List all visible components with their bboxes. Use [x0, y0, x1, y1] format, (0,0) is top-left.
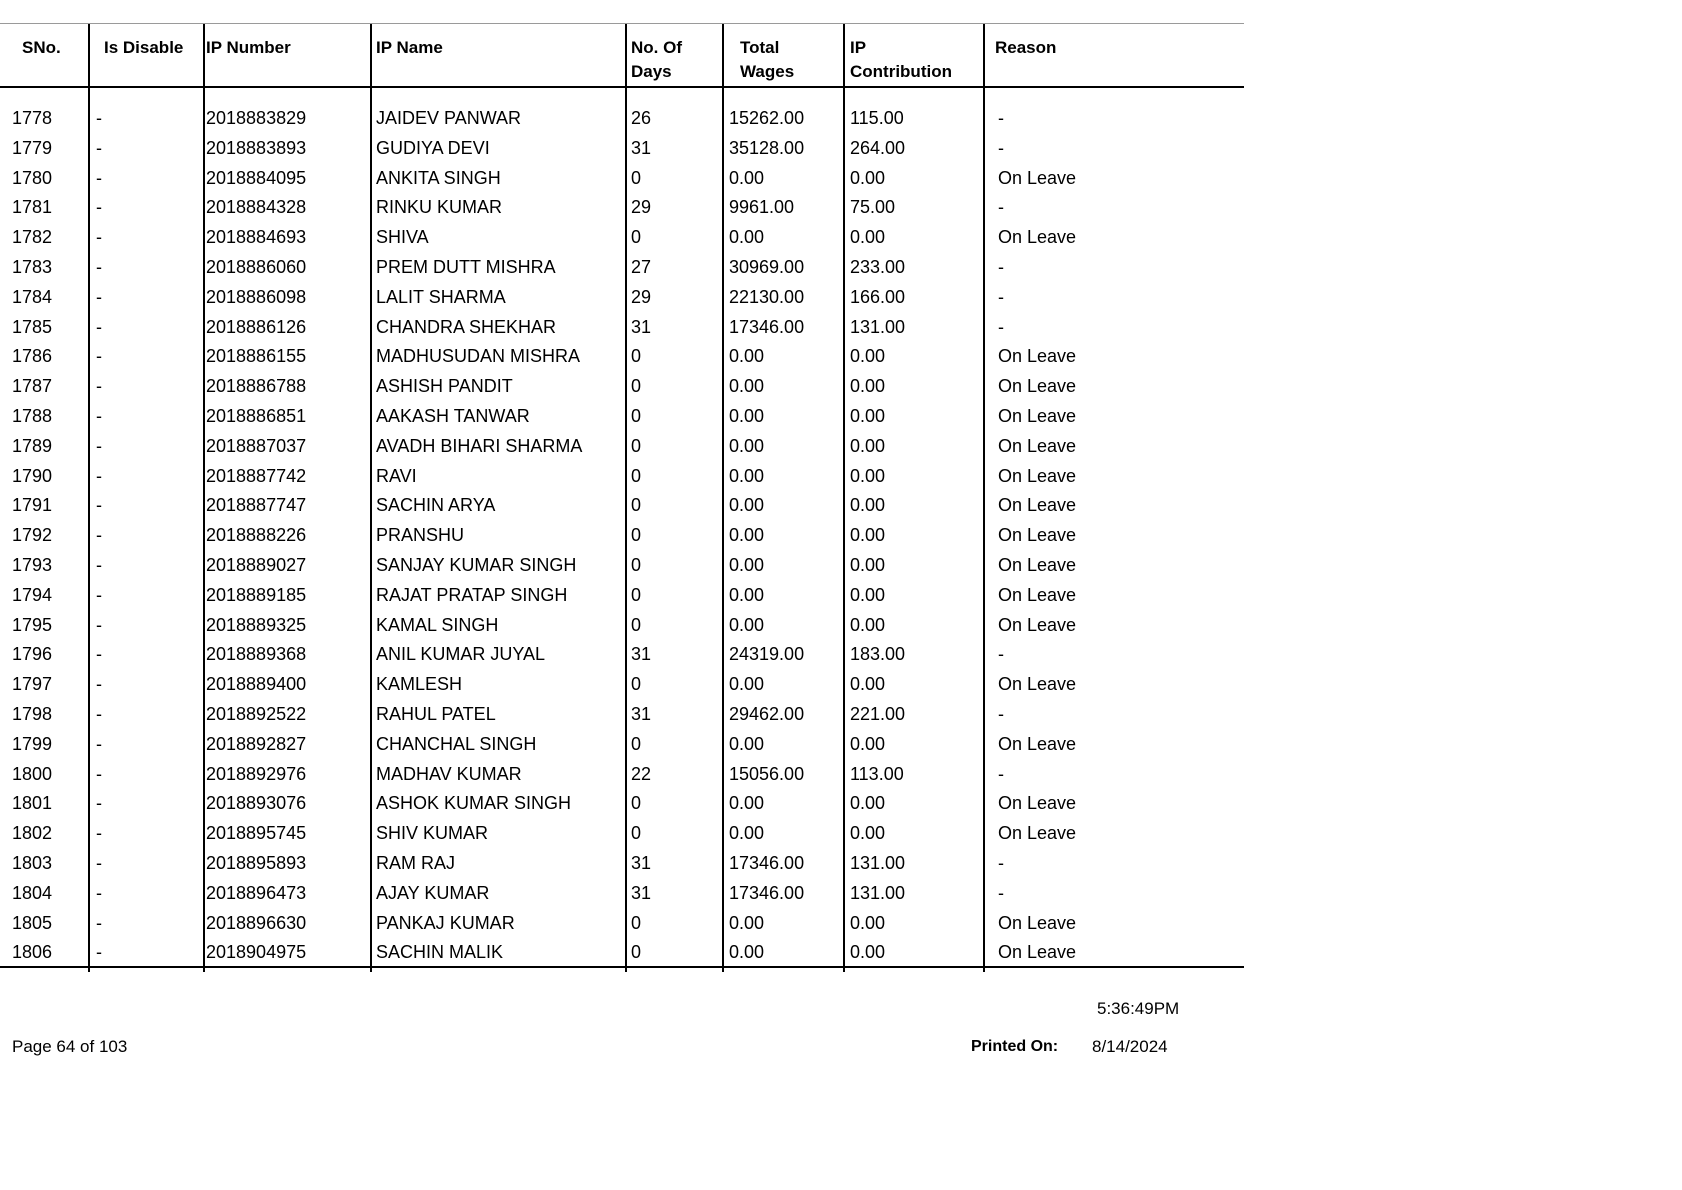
cell-ip-name: CHANDRA SHEKHAR — [376, 316, 557, 337]
cell-ip-number: 2018889325 — [206, 614, 307, 635]
cell-is-disable: - — [96, 644, 102, 665]
cell-wages: 0.00 — [729, 227, 765, 248]
cell-wages: 0.00 — [729, 912, 765, 933]
cell-contribution: 131.00 — [850, 882, 906, 903]
cell-is-disable: - — [96, 942, 102, 963]
cell-contribution: 0.00 — [850, 912, 886, 933]
cell-contribution: 0.00 — [850, 227, 886, 248]
cell-ip-number: 2018887037 — [206, 435, 307, 456]
cell-wages: 0.00 — [729, 793, 765, 814]
cell-wages: 9961.00 — [729, 197, 795, 218]
cell-wages: 0.00 — [729, 465, 765, 486]
cell-days: 31 — [631, 644, 652, 665]
header-reason: Reason — [995, 38, 1057, 57]
cell-reason: On Leave — [998, 554, 1077, 575]
table-row — [0, 850, 1244, 880]
cell-is-disable: - — [96, 852, 102, 873]
cell-wages: 0.00 — [729, 584, 765, 605]
cell-ip-number: 2018886788 — [206, 376, 307, 397]
cell-reason: - — [998, 137, 1004, 158]
cell-ip-name: RAM RAJ — [376, 852, 456, 873]
cell-days: 0 — [631, 912, 642, 933]
cell-days: 31 — [631, 137, 652, 158]
cell-is-disable: - — [96, 733, 102, 754]
cell-ip-number: 2018904975 — [206, 942, 307, 963]
cell-is-disable: - — [96, 346, 102, 367]
cell-sno: 1805 — [12, 912, 53, 933]
cell-ip-number: 2018896473 — [206, 882, 307, 903]
table-row — [0, 731, 1244, 761]
cell-contribution: 131.00 — [850, 852, 906, 873]
cell-days: 31 — [631, 703, 652, 724]
header-ip-contribution: IP Contribution — [850, 38, 952, 81]
cell-ip-name: ASHISH PANDIT — [376, 376, 513, 397]
table-row — [0, 194, 1244, 224]
table-row — [0, 939, 1244, 969]
cell-contribution: 0.00 — [850, 584, 886, 605]
cell-contribution: 75.00 — [850, 197, 896, 218]
cell-wages: 30969.00 — [729, 256, 805, 277]
cell-is-disable: - — [96, 584, 102, 605]
cell-sno: 1782 — [12, 227, 53, 248]
cell-ip-number: 2018886155 — [206, 346, 307, 367]
cell-sno: 1778 — [12, 108, 53, 128]
cell-reason: - — [998, 197, 1004, 218]
cell-reason: On Leave — [998, 227, 1077, 248]
cell-is-disable: - — [96, 912, 102, 933]
cell-reason: On Leave — [998, 912, 1077, 933]
cell-contribution: 0.00 — [850, 942, 886, 963]
cell-contribution: 0.00 — [850, 823, 886, 844]
cell-is-disable: - — [96, 167, 102, 188]
cell-ip-number: 2018883829 — [206, 108, 307, 128]
table-row — [0, 105, 1244, 135]
page-indicator: Page 64 of 103 — [12, 1037, 128, 1056]
cell-sno: 1799 — [12, 733, 53, 754]
cell-ip-name: LALIT SHARMA — [376, 286, 506, 307]
cell-is-disable: - — [96, 703, 102, 724]
cell-sno: 1779 — [12, 137, 53, 158]
cell-contribution: 0.00 — [850, 793, 886, 814]
cell-days: 0 — [631, 435, 642, 456]
cell-reason: On Leave — [998, 495, 1077, 516]
cell-sno: 1800 — [12, 763, 53, 784]
cell-wages: 0.00 — [729, 614, 765, 635]
cell-reason: On Leave — [998, 525, 1077, 546]
table-row — [0, 492, 1244, 522]
cell-ip-number: 2018892827 — [206, 733, 307, 754]
cell-contribution: 131.00 — [850, 316, 906, 337]
cell-contribution: 113.00 — [850, 763, 904, 784]
table-row — [0, 403, 1244, 433]
table-row — [0, 254, 1244, 284]
cell-ip-name: MADHAV KUMAR — [376, 763, 522, 784]
table-row — [0, 582, 1244, 612]
cell-reason: On Leave — [998, 376, 1077, 397]
header-is-disable: Is Disable — [104, 38, 184, 57]
cell-contribution: 0.00 — [850, 405, 886, 426]
cell-contribution: 115.00 — [850, 108, 904, 128]
table-row — [0, 463, 1244, 493]
cell-ip-number: 2018895893 — [206, 852, 307, 873]
cell-ip-number: 2018884693 — [206, 227, 307, 248]
print-time: 5:36:49PM — [1097, 999, 1180, 1018]
cell-days: 0 — [631, 376, 642, 397]
cell-is-disable: - — [96, 614, 102, 635]
cell-is-disable: - — [96, 405, 102, 426]
cell-ip-number: 2018886851 — [206, 405, 307, 426]
cell-ip-number: 2018889368 — [206, 644, 307, 665]
cell-wages: 15056.00 — [729, 763, 805, 784]
cell-is-disable: - — [96, 495, 102, 516]
table-row — [0, 284, 1244, 314]
cell-ip-number: 2018893076 — [206, 793, 307, 814]
table-row — [0, 790, 1244, 820]
cell-days: 0 — [631, 405, 642, 426]
cell-sno: 1801 — [12, 793, 53, 814]
cell-contribution: 0.00 — [850, 554, 886, 575]
header-ip-number: IP Number — [206, 38, 291, 57]
cell-reason: - — [998, 256, 1004, 277]
cell-ip-number: 2018887742 — [206, 465, 307, 486]
cell-sno: 1787 — [12, 376, 53, 397]
cell-reason: - — [998, 882, 1004, 903]
cell-wages: 0.00 — [729, 942, 765, 963]
cell-is-disable: - — [96, 227, 102, 248]
cell-reason: On Leave — [998, 942, 1077, 963]
cell-ip-number: 2018883893 — [206, 137, 307, 158]
cell-is-disable: - — [96, 197, 102, 218]
cell-is-disable: - — [96, 316, 102, 337]
cell-days: 0 — [631, 554, 642, 575]
cell-days: 31 — [631, 882, 652, 903]
cell-sno: 1803 — [12, 852, 53, 873]
cell-reason: - — [998, 316, 1004, 337]
cell-sno: 1802 — [12, 823, 53, 844]
cell-ip-number: 2018892976 — [206, 763, 307, 784]
cell-sno: 1780 — [12, 167, 53, 188]
printed-on-date: 8/14/2024 — [1092, 1037, 1168, 1056]
cell-ip-number: 2018889400 — [206, 674, 307, 695]
table-row — [0, 701, 1244, 731]
cell-wages: 0.00 — [729, 435, 765, 456]
table-top-rule — [0, 23, 1244, 24]
cell-wages: 35128.00 — [729, 137, 805, 158]
header-total-wages: Total Wages — [740, 38, 795, 81]
cell-sno: 1781 — [12, 197, 53, 218]
cell-wages: 0.00 — [729, 525, 765, 546]
cell-contribution: 0.00 — [850, 435, 886, 456]
cell-ip-name: AAKASH TANWAR — [376, 405, 530, 426]
cell-days: 0 — [631, 584, 642, 605]
cell-ip-number: 2018886126 — [206, 316, 307, 337]
cell-sno: 1786 — [12, 346, 53, 367]
table-row — [0, 641, 1244, 671]
cell-ip-name: SACHIN ARYA — [376, 495, 496, 516]
cell-sno: 1792 — [12, 525, 53, 546]
cell-days: 0 — [631, 346, 642, 367]
cell-wages: 0.00 — [729, 376, 765, 397]
cell-sno: 1790 — [12, 465, 53, 486]
cell-wages: 15262.00 — [729, 108, 805, 128]
cell-ip-number: 2018884095 — [206, 167, 307, 188]
cell-days: 31 — [631, 852, 652, 873]
table-row — [0, 373, 1244, 403]
cell-ip-name: MADHUSUDAN MISHRA — [376, 346, 581, 367]
cell-days: 0 — [631, 465, 642, 486]
cell-reason: On Leave — [998, 793, 1077, 814]
cell-sno: 1784 — [12, 286, 53, 307]
cell-ip-number: 2018889185 — [206, 584, 307, 605]
cell-sno: 1791 — [12, 495, 53, 516]
cell-reason: On Leave — [998, 435, 1077, 456]
cell-days: 0 — [631, 733, 642, 754]
cell-contribution: 0.00 — [850, 674, 886, 695]
cell-reason: - — [998, 763, 1004, 784]
table-row — [0, 671, 1244, 701]
cell-sno: 1783 — [12, 256, 53, 277]
cell-ip-name: SHIVA — [376, 227, 429, 248]
cell-contribution: 0.00 — [850, 495, 886, 516]
cell-ip-number: 2018884328 — [206, 197, 307, 218]
cell-contribution: 221.00 — [850, 703, 906, 724]
cell-wages: 17346.00 — [729, 882, 805, 903]
cell-wages: 0.00 — [729, 554, 765, 575]
cell-wages: 0.00 — [729, 346, 765, 367]
cell-contribution: 0.00 — [850, 346, 886, 367]
cell-ip-number: 2018892522 — [206, 703, 307, 724]
cell-wages: 0.00 — [729, 495, 765, 516]
cell-sno: 1785 — [12, 316, 53, 337]
cell-sno: 1806 — [12, 942, 53, 963]
cell-is-disable: - — [96, 882, 102, 903]
cell-ip-name: ASHOK KUMAR SINGH — [376, 793, 572, 814]
cell-days: 31 — [631, 316, 652, 337]
cell-ip-name: ANKITA SINGH — [376, 167, 501, 188]
cell-is-disable: - — [96, 793, 102, 814]
cell-is-disable: - — [96, 108, 102, 128]
table-row — [0, 820, 1244, 850]
table-row — [0, 343, 1244, 373]
table-body — [0, 105, 1244, 969]
cell-wages: 0.00 — [729, 405, 765, 426]
table-row — [0, 880, 1244, 910]
cell-reason: - — [998, 852, 1004, 873]
cell-ip-name: PREM DUTT MISHRA — [376, 256, 556, 277]
cell-contribution: 0.00 — [850, 525, 886, 546]
cell-reason: On Leave — [998, 167, 1077, 188]
cell-ip-name: SHIV KUMAR — [376, 823, 489, 844]
cell-ip-number: 2018895745 — [206, 823, 307, 844]
cell-days: 0 — [631, 167, 642, 188]
cell-days: 0 — [631, 823, 642, 844]
cell-days: 22 — [631, 763, 652, 784]
cell-reason: On Leave — [998, 465, 1077, 486]
cell-wages: 0.00 — [729, 167, 765, 188]
cell-wages: 0.00 — [729, 674, 765, 695]
table-row — [0, 135, 1244, 165]
cell-ip-number: 2018888226 — [206, 525, 307, 546]
cell-ip-number: 2018886060 — [206, 256, 307, 277]
cell-reason: On Leave — [998, 823, 1077, 844]
cell-is-disable: - — [96, 554, 102, 575]
cell-ip-name: AJAY KUMAR — [376, 882, 490, 903]
cell-sno: 1793 — [12, 554, 53, 575]
header-no-of-days: No. Of Days — [631, 38, 682, 81]
cell-days: 29 — [631, 197, 652, 218]
cell-wages: 29462.00 — [729, 703, 805, 724]
cell-ip-number: 2018887747 — [206, 495, 307, 516]
table-row — [0, 910, 1244, 940]
cell-sno: 1795 — [12, 614, 53, 635]
cell-ip-name: RAVI — [376, 465, 417, 486]
cell-ip-number: 2018889027 — [206, 554, 307, 575]
table-row — [0, 165, 1244, 195]
cell-days: 26 — [631, 108, 652, 128]
cell-contribution: 0.00 — [850, 167, 886, 188]
cell-days: 0 — [631, 614, 642, 635]
cell-ip-name: RINKU KUMAR — [376, 197, 503, 218]
cell-contribution: 264.00 — [850, 137, 906, 158]
cell-days: 27 — [631, 256, 652, 277]
cell-reason: - — [998, 108, 1004, 128]
cell-days: 0 — [631, 525, 642, 546]
table-row — [0, 224, 1244, 254]
cell-ip-name: PRANSHU — [376, 525, 465, 546]
cell-wages: 17346.00 — [729, 316, 805, 337]
cell-sno: 1788 — [12, 405, 53, 426]
cell-reason: - — [998, 703, 1004, 724]
cell-ip-name: PANKAJ KUMAR — [376, 912, 515, 933]
cell-days: 0 — [631, 495, 642, 516]
cell-reason: On Leave — [998, 674, 1077, 695]
header-ip-name: IP Name — [376, 38, 443, 57]
cell-ip-name: RAJAT PRATAP SINGH — [376, 584, 568, 605]
cell-reason: On Leave — [998, 614, 1077, 635]
table-row — [0, 433, 1244, 463]
table-row — [0, 761, 1244, 791]
cell-is-disable: - — [96, 286, 102, 307]
header-sno: SNo. — [22, 38, 61, 57]
cell-ip-name: KAMAL SINGH — [376, 614, 499, 635]
cell-contribution: 0.00 — [850, 376, 886, 397]
cell-ip-name: JAIDEV PANWAR — [376, 108, 522, 128]
cell-contribution: 0.00 — [850, 733, 886, 754]
cell-ip-name: SACHIN MALIK — [376, 942, 504, 963]
cell-contribution: 0.00 — [850, 465, 886, 486]
cell-is-disable: - — [96, 376, 102, 397]
cell-contribution: 233.00 — [850, 256, 906, 277]
cell-is-disable: - — [96, 674, 102, 695]
cell-is-disable: - — [96, 763, 102, 784]
cell-contribution: 166.00 — [850, 286, 906, 307]
cell-reason: On Leave — [998, 405, 1077, 426]
cell-sno: 1797 — [12, 674, 53, 695]
header-bottom-rule — [0, 86, 1244, 88]
cell-ip-number: 2018886098 — [206, 286, 307, 307]
cell-ip-name: ANIL KUMAR JUYAL — [376, 644, 546, 665]
table-row — [0, 522, 1244, 552]
cell-reason: On Leave — [998, 584, 1077, 605]
cell-reason: On Leave — [998, 346, 1077, 367]
cell-is-disable: - — [96, 256, 102, 277]
cell-contribution: 183.00 — [850, 644, 906, 665]
cell-is-disable: - — [96, 435, 102, 456]
cell-wages: 24319.00 — [729, 644, 805, 665]
cell-ip-name: SANJAY KUMAR SINGH — [376, 554, 577, 575]
cell-is-disable: - — [96, 525, 102, 546]
cell-is-disable: - — [96, 465, 102, 486]
cell-ip-number: 2018896630 — [206, 912, 307, 933]
cell-days: 0 — [631, 793, 642, 814]
cell-wages: 17346.00 — [729, 852, 805, 873]
cell-days: 29 — [631, 286, 652, 307]
cell-sno: 1804 — [12, 882, 53, 903]
cell-sno: 1798 — [12, 703, 53, 724]
cell-wages: 22130.00 — [729, 286, 805, 307]
cell-ip-name: GUDIYA DEVI — [376, 137, 490, 158]
cell-is-disable: - — [96, 137, 102, 158]
cell-wages: 0.00 — [729, 733, 765, 754]
cell-wages: 0.00 — [729, 823, 765, 844]
cell-ip-name: KAMLESH — [376, 674, 463, 695]
cell-ip-name: CHANCHAL SINGH — [376, 733, 537, 754]
cell-ip-name: AVADH BIHARI SHARMA — [376, 435, 583, 456]
cell-is-disable: - — [96, 823, 102, 844]
cell-sno: 1789 — [12, 435, 53, 456]
cell-sno: 1794 — [12, 584, 53, 605]
cell-days: 0 — [631, 942, 642, 963]
printed-on-label: Printed On: — [971, 1038, 1059, 1055]
cell-reason: On Leave — [998, 733, 1077, 754]
cell-sno: 1796 — [12, 644, 53, 665]
table-row — [0, 612, 1244, 642]
cell-contribution: 0.00 — [850, 614, 886, 635]
cell-days: 0 — [631, 227, 642, 248]
cell-reason: - — [998, 286, 1004, 307]
table-row — [0, 314, 1244, 344]
table-row — [0, 552, 1244, 582]
cell-ip-name: RAHUL PATEL — [376, 703, 496, 724]
cell-days: 0 — [631, 674, 642, 695]
cell-reason: - — [998, 644, 1004, 665]
